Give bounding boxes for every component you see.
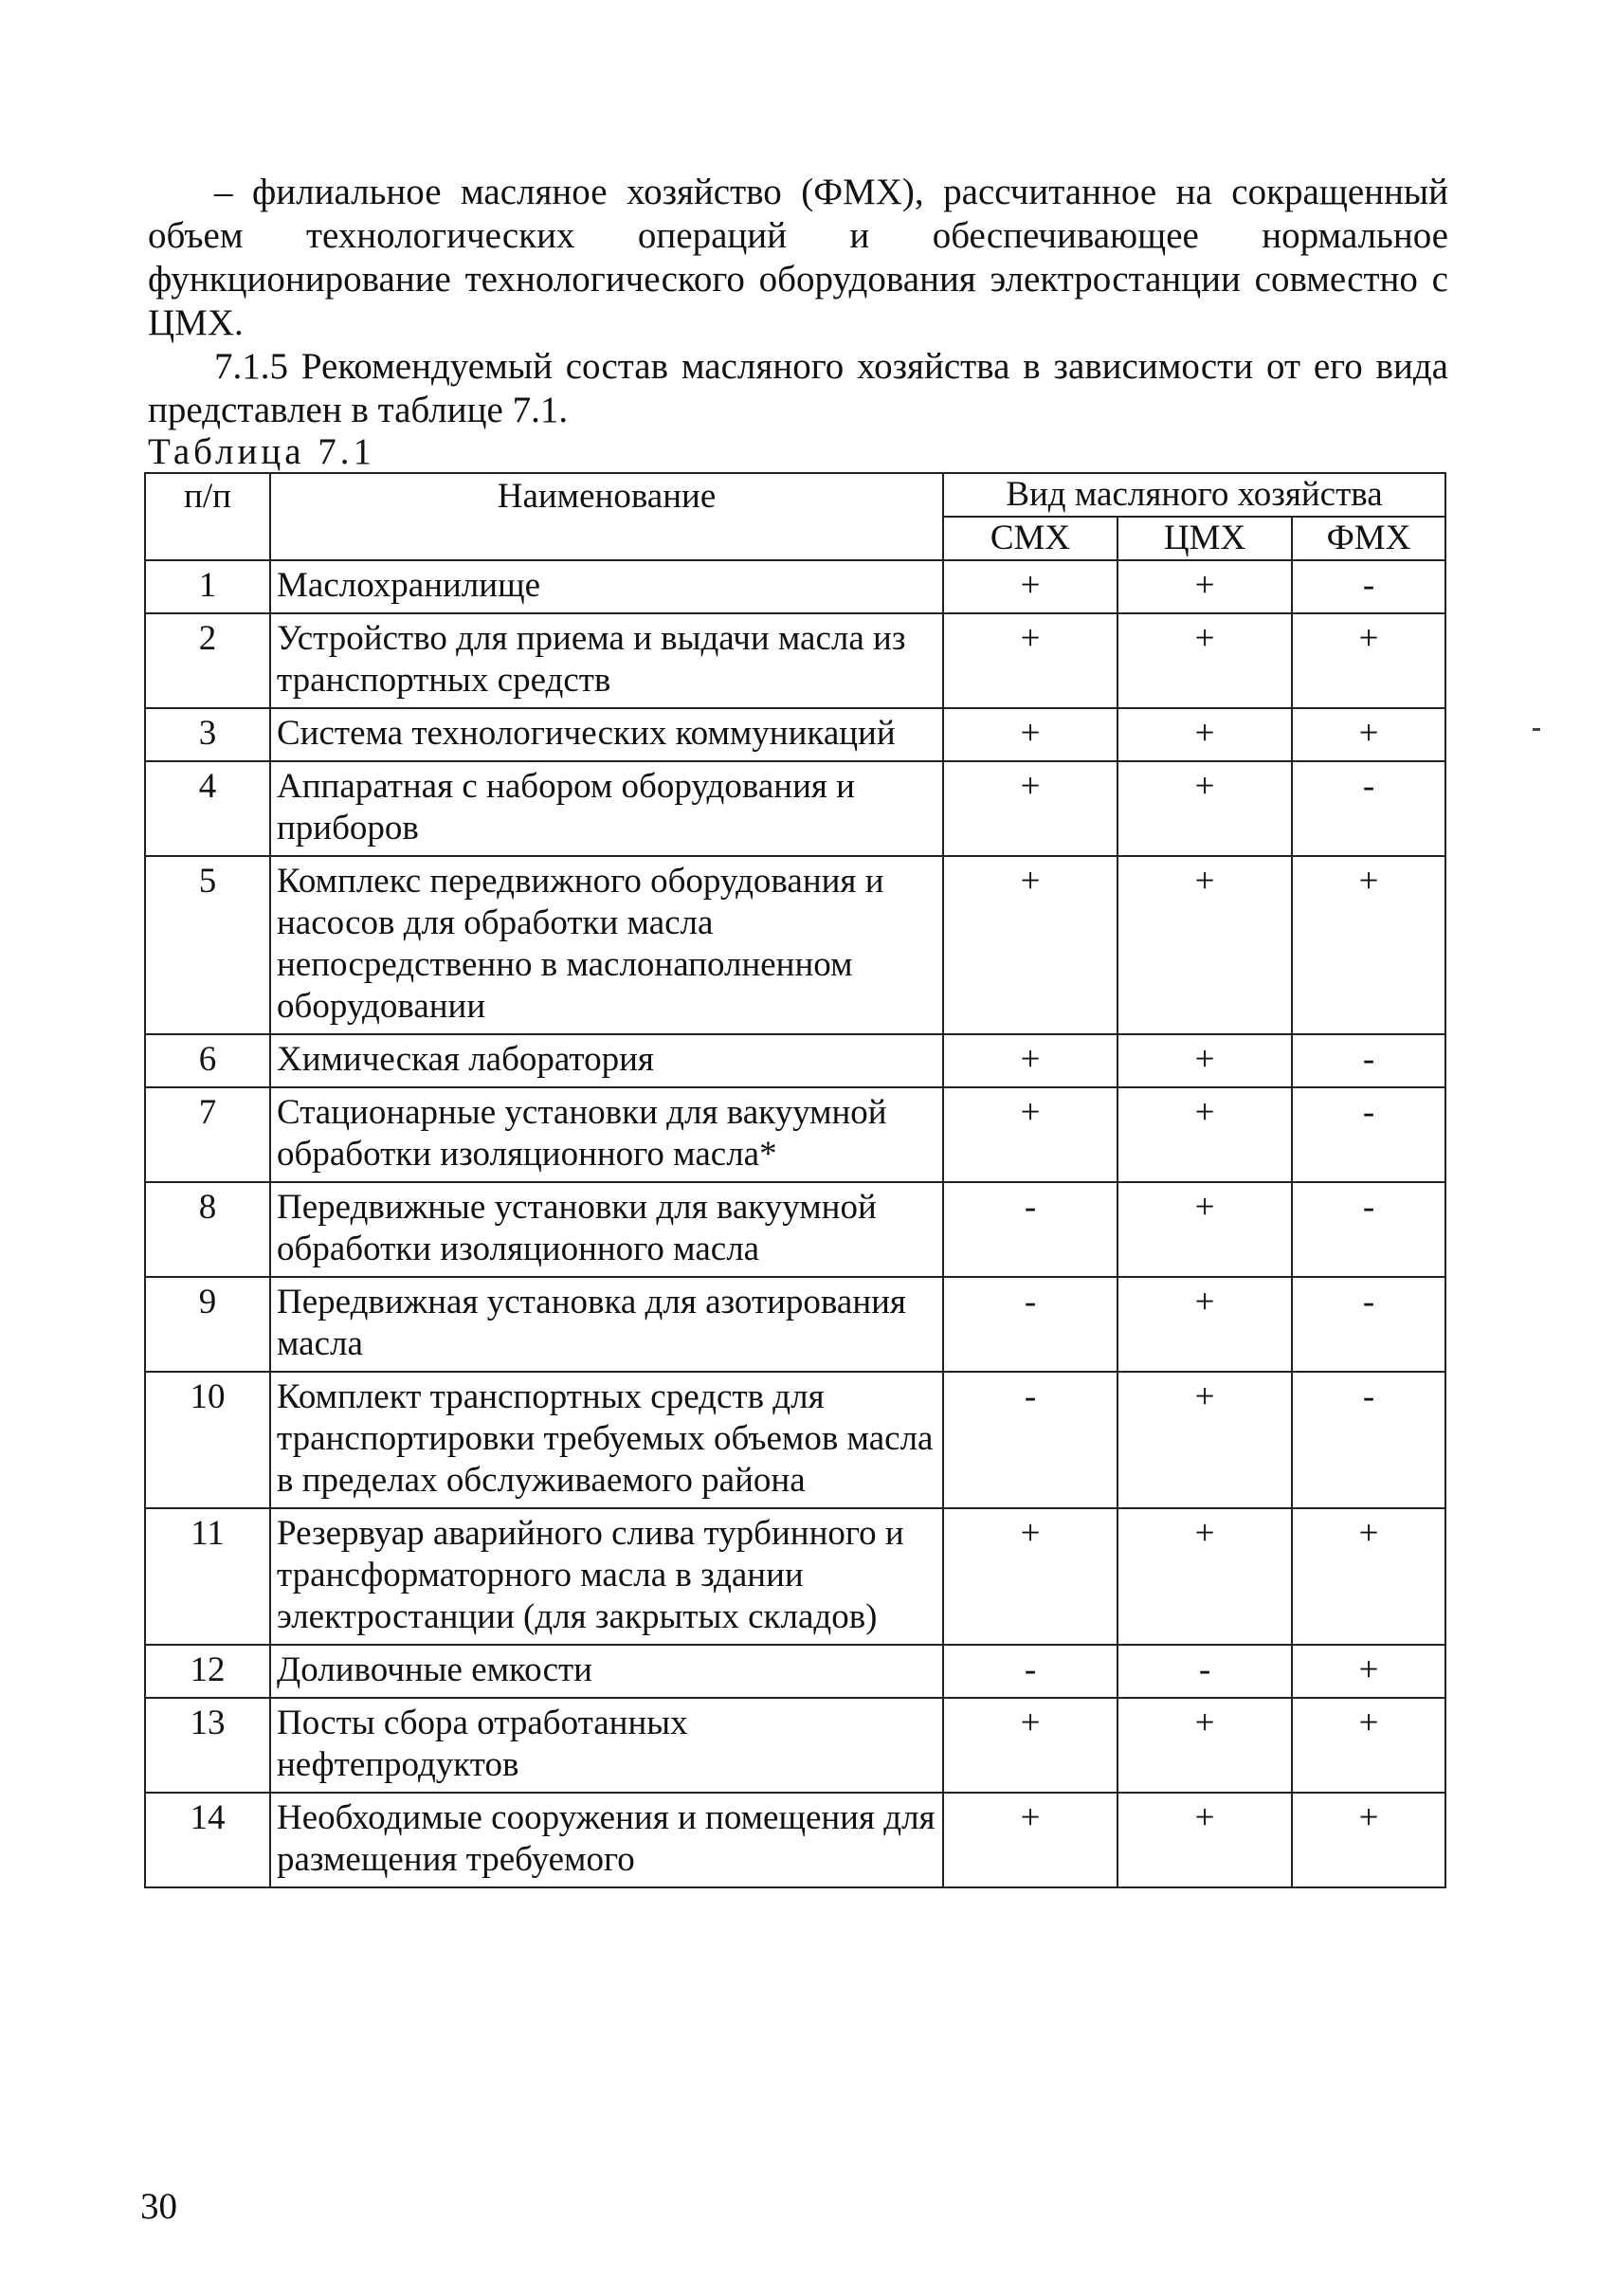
- row-name: Посты сбора отработанных нефтепродуктов: [270, 1698, 943, 1793]
- row-fmx-mark: -: [1292, 1182, 1445, 1277]
- paragraph-7-1-5: 7.1.5 Рекомендуемый состав масляного хозяйства в зависимости от его вида представлен в таблице 7.1.: [148, 346, 1448, 430]
- header-smx: СМХ: [943, 517, 1117, 560]
- table-row: [145, 856, 1445, 1034]
- row-number: 3: [145, 708, 270, 761]
- row-fmx-mark: -: [1292, 1087, 1445, 1182]
- row-number: 12: [145, 1645, 270, 1698]
- header-name: Наименование: [270, 473, 943, 560]
- header-fmx: ФМХ: [1292, 517, 1445, 560]
- row-smx-mark: -: [943, 1182, 1117, 1277]
- row-name: Стационарные установки для вакуумной обработки изоляционного масла*: [270, 1087, 943, 1182]
- row-smx-mark: -: [943, 1645, 1117, 1698]
- table-body: [145, 560, 1445, 1887]
- row-fmx-mark: +: [1292, 708, 1445, 761]
- row-tsmx-mark: +: [1117, 856, 1292, 1034]
- row-tsmx-mark: +: [1117, 1508, 1292, 1645]
- header-facility-type: Вид масляного хозяйства: [943, 473, 1445, 517]
- row-tsmx-mark: +: [1117, 1087, 1292, 1182]
- row-name: Резервуар аварийного слива турбинного и трансформаторного масла в здании электростанции (для закрытых складов): [270, 1508, 943, 1645]
- row-tsmx-mark: +: [1117, 1372, 1292, 1508]
- table-row: [145, 708, 1445, 761]
- table-row: [145, 613, 1445, 708]
- row-fmx-mark: -: [1292, 1034, 1445, 1087]
- row-name: Устройство для приема и выдачи масла из транспортных средств: [270, 613, 943, 708]
- header-num: п/п: [145, 473, 270, 560]
- page-number: 30: [140, 2186, 177, 2227]
- row-name: Передвижные установки для вакуумной обработки изоляционного масла: [270, 1182, 943, 1277]
- row-number: 6: [145, 1034, 270, 1087]
- header-tsmx: ЦМХ: [1117, 517, 1292, 560]
- table-row: [145, 1087, 1445, 1182]
- row-smx-mark: +: [943, 708, 1117, 761]
- oil-facility-composition-table: [144, 472, 1446, 1888]
- row-name: Маслохранилище: [270, 560, 943, 613]
- row-name: Комплект транспортных средств для транспортировки требуемых объемов масла в пределах обслуживаемого района: [270, 1372, 943, 1508]
- row-fmx-mark: -: [1292, 560, 1445, 613]
- row-tsmx-mark: +: [1117, 761, 1292, 856]
- row-smx-mark: +: [943, 1508, 1117, 1645]
- page-content: [148, 171, 1448, 1888]
- row-smx-mark: +: [943, 1087, 1117, 1182]
- scan-artifact: [1533, 728, 1540, 731]
- row-name: Система технологических коммуникаций: [270, 708, 943, 761]
- row-fmx-mark: +: [1292, 613, 1445, 708]
- row-number: 9: [145, 1277, 270, 1372]
- row-name: Комплекс передвижного оборудования и насосов для обработки масла непосредственно в маслонаполненном оборудовании: [270, 856, 943, 1034]
- row-number: 1: [145, 560, 270, 613]
- table-caption: Таблица 7.1: [148, 431, 376, 472]
- table-row: [145, 1277, 1445, 1372]
- row-name: Передвижная установка для азотирования масла: [270, 1277, 943, 1372]
- row-smx-mark: -: [943, 1372, 1117, 1508]
- row-number: 2: [145, 613, 270, 708]
- row-tsmx-mark: +: [1117, 613, 1292, 708]
- table-row: [145, 1508, 1445, 1645]
- row-fmx-mark: +: [1292, 1645, 1445, 1698]
- row-fmx-mark: +: [1292, 1508, 1445, 1645]
- row-number: 8: [145, 1182, 270, 1277]
- table-row: [145, 761, 1445, 856]
- row-number: 10: [145, 1372, 270, 1508]
- row-tsmx-mark: -: [1117, 1645, 1292, 1698]
- row-number: 11: [145, 1508, 270, 1645]
- row-smx-mark: -: [943, 1277, 1117, 1372]
- row-fmx-mark: -: [1292, 1277, 1445, 1372]
- row-tsmx-mark: +: [1117, 1182, 1292, 1277]
- row-tsmx-mark: +: [1117, 560, 1292, 613]
- row-fmx-mark: -: [1292, 1372, 1445, 1508]
- row-fmx-mark: +: [1292, 1793, 1445, 1887]
- row-tsmx-mark: +: [1117, 1793, 1292, 1887]
- row-smx-mark: +: [943, 1034, 1117, 1087]
- row-smx-mark: +: [943, 560, 1117, 613]
- row-tsmx-mark: +: [1117, 708, 1292, 761]
- table-row: [145, 560, 1445, 613]
- row-smx-mark: +: [943, 1698, 1117, 1793]
- row-fmx-mark: +: [1292, 1698, 1445, 1793]
- table-row: [145, 1645, 1445, 1698]
- row-tsmx-mark: +: [1117, 1698, 1292, 1793]
- row-number: 5: [145, 856, 270, 1034]
- row-smx-mark: +: [943, 1793, 1117, 1887]
- row-smx-mark: +: [943, 761, 1117, 856]
- table-row: [145, 1698, 1445, 1793]
- row-fmx-mark: -: [1292, 761, 1445, 856]
- table-header-row: [145, 473, 1445, 517]
- table-row: [145, 1182, 1445, 1277]
- row-tsmx-mark: +: [1117, 1034, 1292, 1087]
- row-name: Необходимые сооружения и помещения для размещения требуемого: [270, 1793, 943, 1887]
- table-row: [145, 1034, 1445, 1087]
- row-fmx-mark: +: [1292, 856, 1445, 1034]
- row-smx-mark: +: [943, 613, 1117, 708]
- table-row: [145, 1372, 1445, 1508]
- row-number: 7: [145, 1087, 270, 1182]
- row-name: Доливочные емкости: [270, 1645, 943, 1698]
- row-tsmx-mark: +: [1117, 1277, 1292, 1372]
- paragraph-fmx-definition: – филиальное масляное хозяйство (ФМХ), рассчитанное на сокращенный объем технологических операций и обеспечивающее нормальное функционирование технологического оборудования электростанции совместно с ЦМХ.: [148, 172, 1448, 343]
- row-number: 4: [145, 761, 270, 856]
- row-smx-mark: +: [943, 856, 1117, 1034]
- row-name: Аппаратная с набором оборудования и приборов: [270, 761, 943, 856]
- row-name: Химическая лаборатория: [270, 1034, 943, 1087]
- table-row: [145, 1793, 1445, 1887]
- row-number: 14: [145, 1793, 270, 1887]
- row-number: 13: [145, 1698, 270, 1793]
